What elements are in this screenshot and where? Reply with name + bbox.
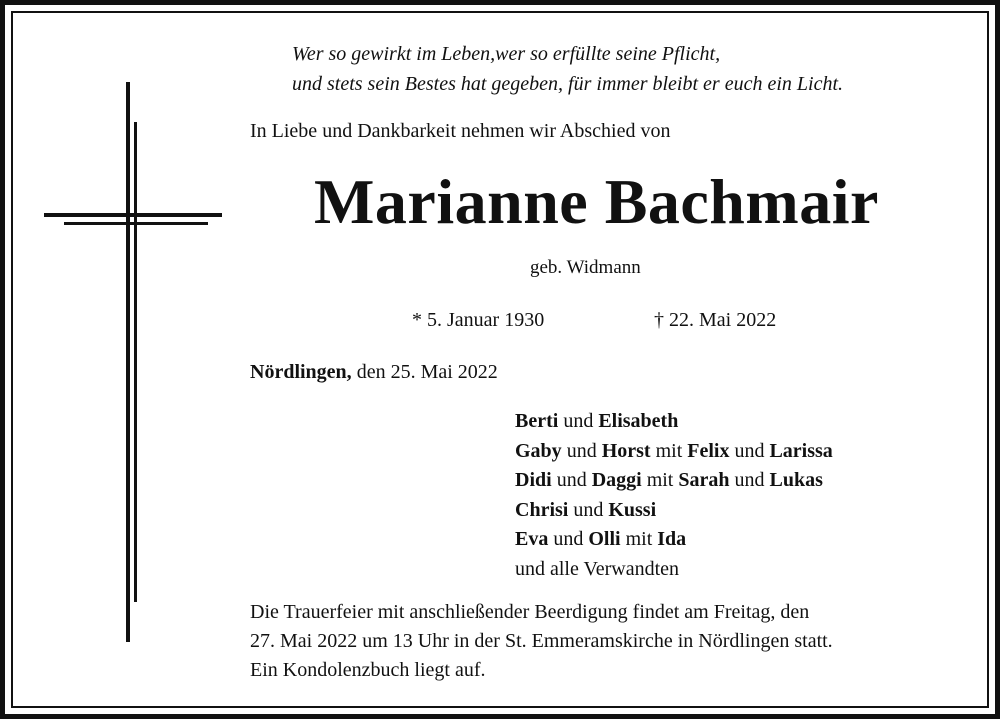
family-line bbox=[515, 440, 833, 463]
family-connector: mit bbox=[650, 439, 688, 462]
family-line bbox=[515, 410, 678, 433]
family-member-name: Eva bbox=[515, 528, 549, 550]
family-connector: und bbox=[729, 469, 770, 491]
family-member-name: Gaby bbox=[515, 439, 562, 462]
family-member-name: Felix bbox=[687, 439, 730, 462]
family-line bbox=[515, 558, 679, 581]
family-member-name: Didi bbox=[515, 469, 552, 491]
birth-date: * 5. Januar 1930 bbox=[412, 309, 545, 331]
family-member-name: Elisabeth bbox=[598, 410, 679, 432]
place-date bbox=[250, 361, 498, 384]
family-connector: und bbox=[551, 469, 592, 491]
family-member-name: Berti bbox=[515, 410, 559, 432]
family-member-name: Horst bbox=[601, 439, 651, 462]
family-line bbox=[515, 499, 656, 522]
family-member-name: Ida bbox=[657, 528, 687, 550]
family-connector: und bbox=[558, 410, 599, 432]
family-connector: und alle Verwandten bbox=[515, 557, 680, 580]
funeral-line-3: Ein Kondolenzbuch liegt auf. bbox=[250, 659, 486, 681]
cross-vertical-short bbox=[134, 122, 137, 602]
quote-line-1: Wer so gewirkt im Leben,wer so erfüllte seine Pflicht, bbox=[292, 43, 721, 65]
maiden-name: geb. Widmann bbox=[530, 257, 641, 278]
quote-line-2: und stets sein Bestes hat gegeben, für immer bleibt er euch ein Licht. bbox=[292, 73, 844, 95]
family-member-name: Olli bbox=[588, 528, 621, 550]
funeral-line-2: 27. Mai 2022 um 13 Uhr in der St. Emmeramskirche in Nördlingen statt. bbox=[250, 630, 833, 652]
notice-date: den 25. Mai 2022 bbox=[351, 361, 498, 383]
family-member-name: Daggi bbox=[591, 469, 642, 491]
cross-horizontal-long bbox=[44, 213, 222, 217]
family-connector: mit bbox=[620, 528, 658, 550]
family-connector: und bbox=[561, 439, 602, 462]
family-connector: und bbox=[548, 528, 589, 550]
family-line bbox=[515, 528, 686, 551]
funeral-line-1: Die Trauerfeier mit anschließender Beerdigung findet am Freitag, den bbox=[250, 601, 810, 623]
family-line bbox=[515, 469, 823, 492]
family-member-name: Lukas bbox=[769, 469, 823, 491]
place-name: Nördlingen, bbox=[250, 361, 352, 383]
family-member-name: Chrisi bbox=[515, 498, 569, 521]
family-connector: und bbox=[729, 439, 770, 462]
family-connector: mit bbox=[641, 469, 679, 491]
family-member-name: Larissa bbox=[769, 439, 833, 462]
deceased-name: Marianne Bachmair bbox=[314, 166, 879, 237]
cross-horizontal-short bbox=[64, 222, 208, 225]
intro-text: In Liebe und Dankbarkeit nehmen wir Abschied von bbox=[250, 120, 671, 142]
family-member-name: Sarah bbox=[678, 469, 730, 491]
death-date: † 22. Mai 2022 bbox=[654, 309, 777, 331]
cross-vertical-long bbox=[126, 82, 130, 642]
family-connector: und bbox=[568, 498, 609, 521]
family-member-name: Kussi bbox=[608, 498, 657, 521]
